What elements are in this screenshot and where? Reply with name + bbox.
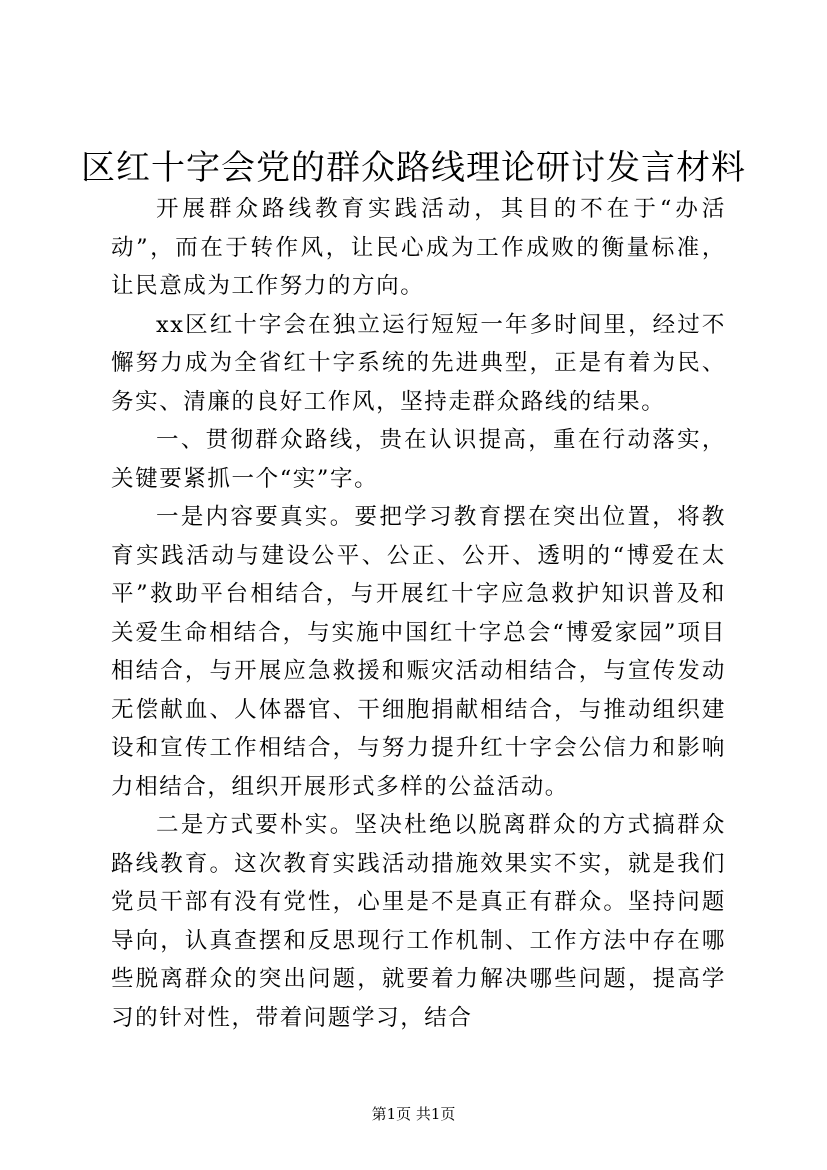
document-body xyxy=(111,190,726,1037)
paragraph-1: 开展群众路线教育实践活动，其目的不在于“办活动”，而在于转作风，让民心成为工作成败的衡量标准，让民意成为工作努力的方向。 xyxy=(111,196,726,299)
paragraph-3: 一、贯彻群众路线，贵在认识提高，重在行动落实，关键要紧抓一个“实”字。 xyxy=(111,427,726,492)
document-title: 区红十字会党的群众路线理论研讨发言材料 xyxy=(81,148,746,188)
page-footer: 第1页 共1页 xyxy=(371,1105,456,1123)
paragraph-5: 二是方式要朴实。坚决杜绝以脱离群众的方式搞群众路线教育。这次教育实践活动措施效果实不实，就是我们党员干部有没有党性，心里是不是真正有群众。坚持问题导向，认真查摆和反思现行工作机制、工作方法中存在哪些脱离群众的突出问题，就要着力解决哪些问题，提高学习的针对性，带着问题学习，结合 xyxy=(111,812,726,1031)
paragraph-2: xx区红十字会在独立运行短短一年多时间里，经过不懈努力成为全省红十字系统的先进典型，正是有着为民、务实、清廉的良好工作风，坚持走群众路线的结果。 xyxy=(111,311,726,415)
paragraph-4: 一是内容要真实。要把学习教育摆在突出位置，将教育实践活动与建设公平、公正、公开、透明的“博爱在太平”救助平台相结合，与开展红十字应急救护知识普及和关爱生命相结合，与实施中国红十字总会“博爱家园”项目相结合，与开展应急救援和赈灾活动相结合，与宣传发动无偿献血、人体器官、干细胞捐献相结合，与推动组织建设和宣传工作相结合，与努力提升红十字会公信力和影响力相结合，组织开展形式多样的公益活动。 xyxy=(111,504,726,800)
